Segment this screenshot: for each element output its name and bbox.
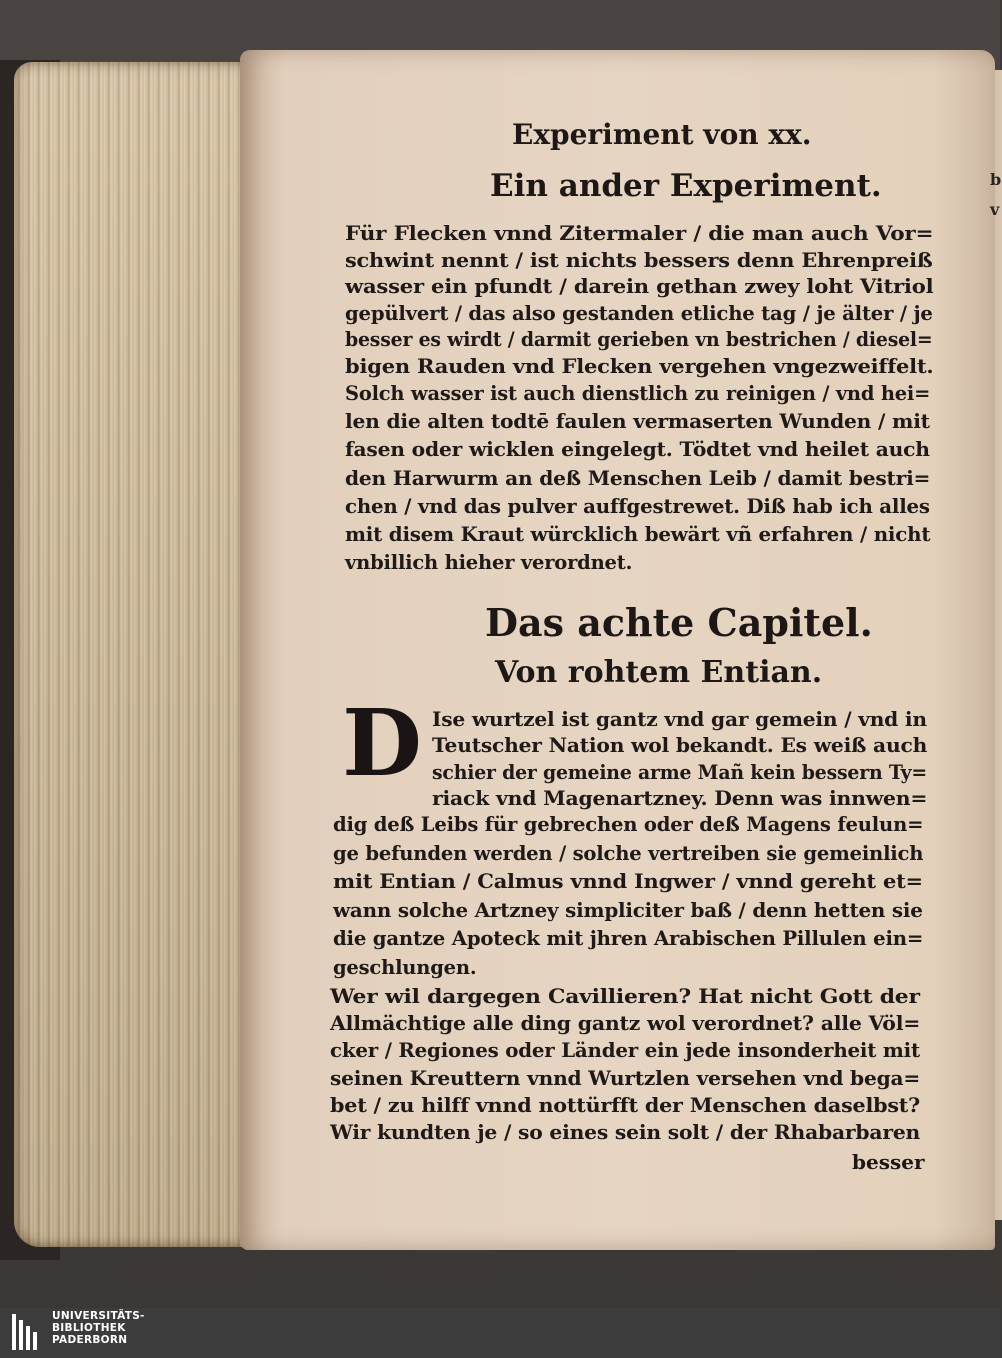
text-line: schwint nennt / ist nichts bessers denn Ehrenpreiß	[345, 248, 933, 272]
chapter-subtitle: Von rohtem Entian.	[495, 655, 823, 690]
text-line: riack vnd Magenartzney. Denn was innwen=	[432, 787, 928, 811]
text-line: dig deß Leibs für gebrechen oder deß Magens feulun=	[333, 813, 924, 836]
text-line: Allmächtige alle ding gantz wol verordnet? alle Völ=	[330, 1012, 921, 1036]
chapter-title: Das achte Capitel.	[485, 600, 873, 645]
text-line: len die alten todtē faulen vermaserten Wunden / mit	[345, 410, 930, 434]
text-line: Wir kundten je / so eines sein solt / der Rhabarbaren	[330, 1121, 921, 1144]
text-line: bet / zu hilff vnnd nottürfft der Menschen daselbst?	[330, 1093, 921, 1117]
catchword: besser	[852, 1150, 925, 1174]
text-line: Teutscher Nation wol bekandt. Es weiß auch	[432, 734, 928, 758]
library-name-line: PADERBORN	[52, 1334, 128, 1346]
text-line: wasser ein pfundt / darein gethan zwey loht Vitriol	[345, 275, 934, 299]
library-name-line: BIBLIOTHEK	[52, 1322, 126, 1334]
text-line: bigen Rauden vnd Flecken vergehen vngezweiffelt.	[345, 355, 934, 378]
text-line: cker / Regiones oder Länder ein jede insonderheit mit	[330, 1039, 920, 1063]
text-line: Für Flecken vnnd Zitermaler / die man auch Vor=	[345, 222, 934, 245]
text-line: Wer wil dargegen Cavillieren? Hat nicht Gott der	[330, 985, 920, 1008]
running-head: Experiment von xx.	[512, 118, 812, 151]
section-title: Ein ander Experiment.	[490, 168, 882, 204]
text-line: mit Entian / Calmus vnnd Ingwer / vnnd gereht et=	[333, 870, 923, 893]
text-line: geschlungen.	[333, 955, 477, 979]
text-line: schier der gemeine arme Mañ kein bessern Ty=	[432, 760, 927, 784]
text-line: ge befunden werden / solche vertreiben sie gemeinlich	[333, 841, 924, 865]
next-page-letter: v	[990, 200, 1000, 219]
text-line: besser es wirdt / darmit gerieben vn bestrichen / diesel=	[345, 328, 933, 352]
text-line: den Harwurm an deß Menschen Leib / damit bestri=	[345, 466, 931, 490]
next-page-letter: b	[990, 170, 1002, 189]
text-line: Solch wasser ist auch dienstlich zu reinigen / vnd hei=	[345, 382, 931, 405]
text-line: vnbillich hieher verordnet.	[345, 551, 633, 575]
text-line: mit disem Kraut würcklich bewärt vñ erfahren / nicht	[345, 523, 931, 546]
drop-cap: D	[342, 689, 422, 797]
text-line: wann solche Artzney simpliciter baß / denn hetten sie	[333, 898, 923, 922]
text-line: die gantze Apoteck mit jhren Arabischen Pillulen ein=	[333, 927, 924, 950]
library-name-line: UNIVERSITÄTS-	[52, 1310, 145, 1322]
page-edges	[14, 62, 264, 1247]
footer-bar	[0, 1308, 1000, 1358]
text-line: Ise wurtzel ist gantz vnd gar gemein / vnd in	[432, 708, 927, 731]
text-line: gepülvert / das also gestanden etliche tag / je älter / je	[345, 301, 933, 325]
text-line: fasen oder wicklen eingelegt. Tödtet vnd heilet auch	[345, 438, 930, 462]
text-line: chen / vnd das pulver auffgestrewet. Diß hab ich alles	[345, 494, 930, 518]
library-name	[52, 1310, 145, 1346]
text-line: seinen Kreuttern vnnd Wurtzlen versehen vnd bega=	[330, 1066, 921, 1090]
university-logo-icon	[10, 1310, 42, 1354]
